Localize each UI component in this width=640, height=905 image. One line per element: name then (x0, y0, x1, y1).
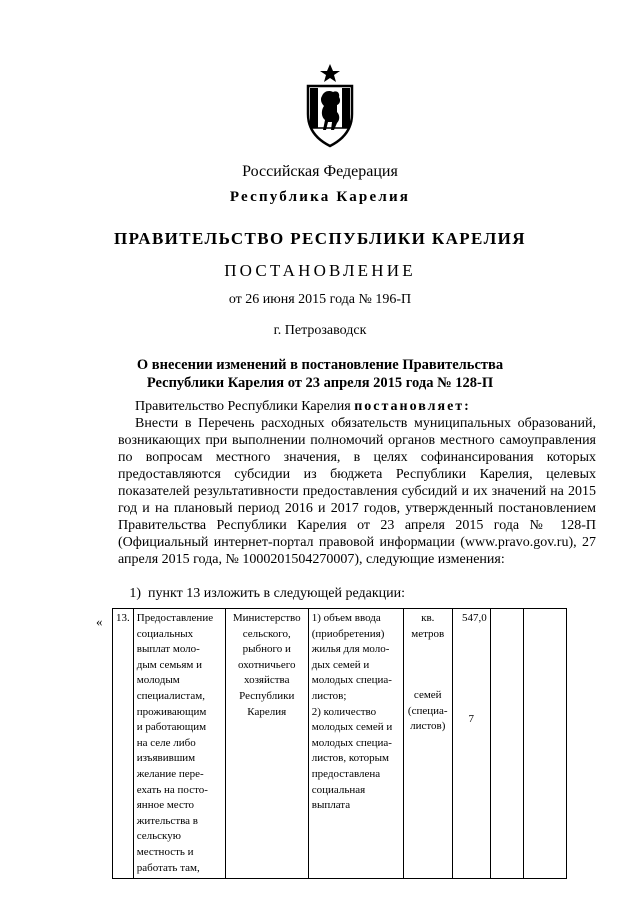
ministry-line: Министерство (232, 612, 301, 624)
item-text: пункт 13 изложить в следующей редакции: (148, 586, 405, 601)
unit-line: кв. (421, 612, 435, 624)
ministry-line: охотничьего (238, 658, 296, 671)
preamble-subject: Правительство Республики Карелия (135, 399, 355, 414)
indicator-line: листов, которым (311, 752, 390, 765)
name-line: Предоставление (136, 612, 214, 624)
document-type: ПОСТАНОВЛЕНИЕ (224, 261, 416, 280)
cell-units (403, 609, 452, 879)
preamble (135, 398, 596, 415)
name-line: на селе либо (136, 736, 196, 749)
opening-quote: « (96, 614, 103, 629)
ministry-line: Республики (239, 689, 295, 702)
document-city: г. Петрозаводск (273, 323, 367, 338)
ministry-line: Карелия (247, 705, 287, 718)
amendment-item-1 (118, 585, 588, 602)
government-heading: ПРАВИТЕЛЬСТВО РЕСПУБЛИКИ КАРЕЛИЯ (114, 229, 526, 248)
name-line: проживающим (136, 705, 207, 718)
name-line: молодым (136, 674, 180, 687)
unit-line: метров (411, 627, 445, 640)
name-line: изъявившим (136, 752, 196, 765)
name-line: сельскую (136, 830, 181, 843)
cell-row-number: 13. (113, 609, 134, 879)
ministry-line: рыбного и (242, 643, 291, 656)
indicator-line: листов; (311, 689, 347, 702)
unit-line: листов) (410, 720, 446, 733)
preamble-verb: постановляет: (354, 399, 471, 414)
name-line: дым семьям и (136, 658, 202, 671)
name-line: янное место (136, 799, 195, 812)
name-line: работать там, (136, 861, 200, 874)
unit-line: (специа- (407, 704, 448, 717)
cell-ministry (225, 609, 308, 879)
item-number: 1) (129, 586, 141, 601)
cell-empty (490, 609, 523, 879)
indicator-line: жилья для моло- (311, 643, 390, 656)
indicator-line: выплата (311, 799, 351, 812)
cell-values (452, 609, 490, 879)
amendment-table (112, 608, 567, 879)
document-date: от 26 июня 2015 года № 196-П (228, 292, 412, 307)
name-line: ехать на посто- (136, 783, 208, 796)
main-paragraph: Внести в Перечень расходных обязательств муниципальных образований, возникающих при выполнении полномочий органов местного самоуправления по вопросам местного значения, в целях софинансирования которых предоставляются субсидии из бюджета Республики Карелия, целевых показателей результативности предоставления субсидий и их значений на 2015 год и на плановый период 2016 и 2017 годов, утвержденный постановлением Правительства Республики Карелия от 23 апреля 2015 года № 128-П (Официальный интернет-портал правовой информации (www.pravo.gov.ru), 27 апреля 2015 года, № 1000201504270007), следующие изменения: (118, 416, 596, 567)
name-line: специалистам, (136, 689, 205, 702)
document-title-line-1: О внесении изменений в постановление Правительства (136, 357, 504, 373)
value-line: 7 (468, 712, 474, 725)
indicator-line: дых семей и (311, 658, 370, 671)
indicator-line: молодых специа- (311, 674, 392, 687)
republic-heading: Республика Карелия (229, 189, 411, 205)
indicator-line: предоставлена (311, 767, 381, 780)
cell-indicators (308, 609, 403, 879)
indicator-line: социальная (311, 783, 366, 796)
table-row (113, 609, 567, 879)
document-title-line-2: Республики Карелия от 23 апреля 2015 года № 128-П (146, 375, 494, 391)
indicator-line: молодых семей и (311, 721, 393, 734)
indicator-line: молодых специа- (311, 736, 392, 749)
ministry-line: сельского, (242, 627, 291, 640)
ministry-line: хозяйства (244, 674, 290, 687)
karelia-coat-of-arms-icon (302, 62, 358, 148)
name-line: жительства в (136, 814, 198, 827)
cell-empty (523, 609, 566, 879)
indicator-line: 2) количество (311, 705, 377, 718)
cell-expenditure-name (133, 609, 225, 879)
value-line: 547,0 (462, 612, 487, 624)
name-line: местность и (136, 845, 194, 858)
indicator-line: (приобретения) (311, 627, 385, 640)
federation-heading: Российская Федерация (242, 163, 398, 180)
name-line: выплат моло- (136, 643, 200, 656)
name-line: социальных (136, 627, 194, 640)
name-line: и работающим (136, 721, 207, 734)
indicator-line: 1) объем ввода (311, 612, 381, 624)
name-line: желание пере- (136, 767, 204, 780)
unit-line: семей (413, 689, 442, 702)
